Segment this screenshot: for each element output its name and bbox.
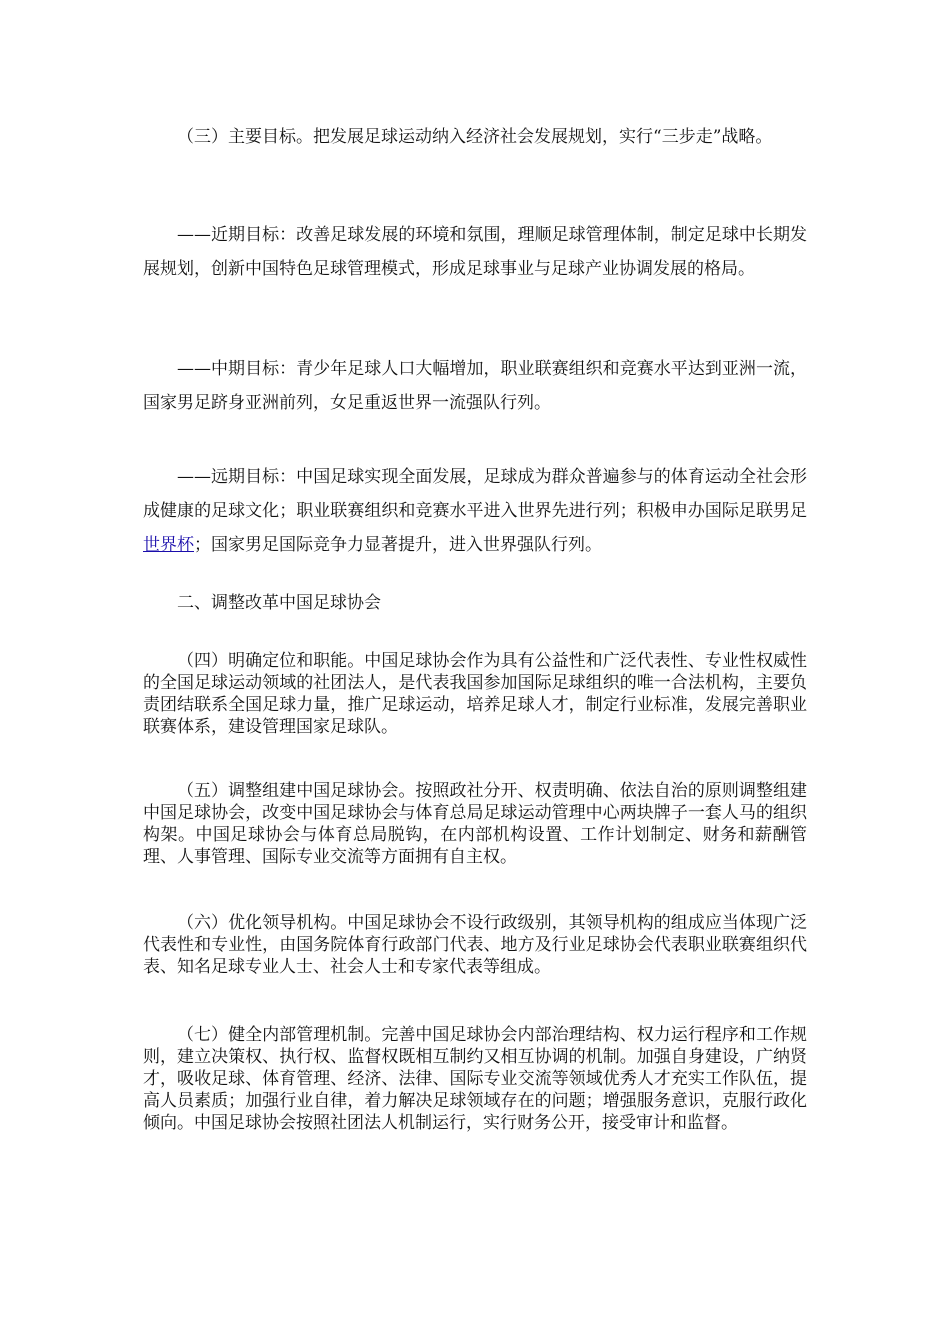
paragraph-main-goal: （三）主要目标。把发展足球运动纳入经济社会发展规划，实行“三步走”战略。 [177, 127, 773, 147]
paragraph-near-term-goal: ——近期目标：改善足球发展的环境和氛围，理顺足球管理体制，制定足球中长期发展规划，创新中国特色足球管理模式，形成足球事业与足球产业协调发展的格局。 [143, 225, 807, 279]
paragraph-item-four: （四）明确定位和职能。中国足球协会作为具有公益性和广泛代表性、专业性权威性的全国足球运动领域的社团法人，是代表我国参加国际足球组织的唯一合法机构，主要负责团结联系全国足球力量，推广足球运动，培养足球人才，制定行业标准，发展完善职业联赛体系，建设管理国家足球队。 [143, 651, 807, 737]
paragraph-mid-term-goal: ——中期目标：青少年足球人口大幅增加，职业联赛组织和竞赛水平达到亚洲一流，国家男足跻身亚洲前列，女足重返世界一流强队行列。 [143, 359, 807, 413]
paragraph-item-six: （六）优化领导机构。中国足球协会不设行政级别，其领导机构的组成应当体现广泛代表性和专业性，由国务院体育行政部门代表、地方及行业足球协会代表职业联赛组织代表、知名足球专业人士、社会人士和专家代表等组成。 [143, 913, 807, 977]
long-term-goal-text-end: ；国家男足国际竞争力显著提升，进入世界强队行列。 [194, 535, 602, 555]
section-heading-reform-association: 二、调整改革中国足球协会 [177, 593, 381, 613]
paragraph-long-term-goal [143, 460, 807, 562]
paragraph-item-five: （五）调整组建中国足球协会。按照政社分开、权责明确、依法自治的原则调整组建中国足球协会，改变中国足球协会与体育总局足球运动管理中心两块牌子一套人马的组织构架。中国足球协会与体育总局脱钩，在内部机构设置、工作计划制定、财务和薪酬管理、人事管理、国际专业交流等方面拥有自主权。 [143, 781, 807, 867]
paragraph-item-seven: （七）健全内部管理机制。完善中国足球协会内部治理结构、权力运行程序和工作规则，建立决策权、执行权、监督权既相互制约又相互协调的机制。加强自身建设，广纳贤才，吸收足球、体育管理、经济、法律、国际专业交流等领域优秀人才充实工作队伍，提高人员素质；加强行业自律，着力解决足球领域存在的问题；增强服务意识，克服行政化倾向。中国足球协会按照社团法人机制运行，实行财务公开，接受审计和监督。 [143, 1025, 807, 1133]
long-term-goal-text-start: ——远期目标：中国足球实现全面发展，足球成为群众普遍参与的体育运动全社会形成健康的足球文化；职业联赛组织和竞赛水平进入世界先进行列；积极申办国际足联男足 [143, 467, 807, 521]
world-cup-link[interactable]: 世界杯 [143, 535, 194, 555]
